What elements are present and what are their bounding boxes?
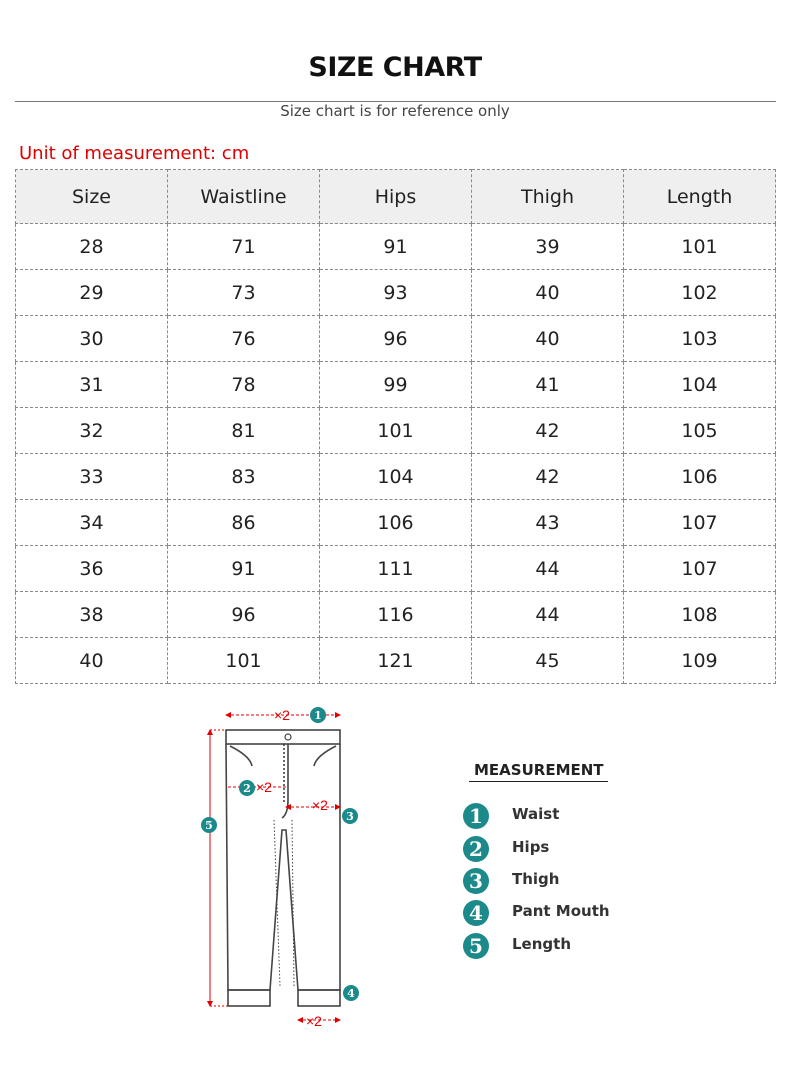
cell-length: 107	[624, 546, 776, 592]
cell-waistline: 96	[168, 592, 320, 638]
pants-diagram	[190, 690, 370, 1060]
cell-thigh: 45	[472, 638, 624, 684]
cell-length: 107	[624, 500, 776, 546]
legend-label: Thigh	[512, 870, 560, 888]
multiplier-label: ×2	[306, 1013, 322, 1029]
marker-label: 4	[347, 987, 355, 1000]
cell-waistline: 76	[168, 316, 320, 362]
cell-thigh: 44	[472, 546, 624, 592]
cell-size: 36	[16, 546, 168, 592]
cell-length: 108	[624, 592, 776, 638]
table-row	[16, 270, 776, 316]
subtitle: Size chart is for reference only	[280, 102, 510, 120]
cell-hips: 111	[320, 546, 472, 592]
cell-waistline: 71	[168, 224, 320, 270]
legend-number: 4	[463, 900, 489, 926]
cell-hips: 116	[320, 592, 472, 638]
cell-hips: 99	[320, 362, 472, 408]
cell-thigh: 40	[472, 316, 624, 362]
cell-waistline: 91	[168, 546, 320, 592]
legend-title: MEASUREMENT	[469, 761, 608, 782]
cell-length: 101	[624, 224, 776, 270]
cell-hips: 96	[320, 316, 472, 362]
legend-label: Waist	[512, 805, 560, 823]
legend-label: Hips	[512, 838, 550, 856]
measurement-lines	[210, 715, 340, 1020]
table-row	[16, 638, 776, 684]
table-row	[16, 316, 776, 362]
cell-length: 102	[624, 270, 776, 316]
column-header-size: Size	[16, 170, 168, 224]
table-row	[16, 454, 776, 500]
cell-length: 105	[624, 408, 776, 454]
table-row	[16, 546, 776, 592]
table-header-row	[16, 170, 776, 224]
column-header-thigh: Thigh	[472, 170, 624, 224]
cell-size: 29	[16, 270, 168, 316]
cell-waistline: 101	[168, 638, 320, 684]
marker-label: 1	[314, 709, 322, 722]
cell-hips: 121	[320, 638, 472, 684]
cell-size: 31	[16, 362, 168, 408]
cell-size: 34	[16, 500, 168, 546]
cell-hips: 93	[320, 270, 472, 316]
column-header-length: Length	[624, 170, 776, 224]
cell-hips: 91	[320, 224, 472, 270]
cell-thigh: 39	[472, 224, 624, 270]
cell-hips: 101	[320, 408, 472, 454]
cell-thigh: 42	[472, 454, 624, 500]
marker-label: 5	[205, 819, 213, 832]
cell-waistline: 73	[168, 270, 320, 316]
marker-label: 3	[346, 810, 354, 823]
unit-note: Unit of measurement: cm	[19, 143, 250, 164]
cell-size: 33	[16, 454, 168, 500]
marker-label: 2	[243, 782, 251, 795]
multiplier-label: ×2	[274, 707, 290, 723]
table-row	[16, 362, 776, 408]
cell-size: 28	[16, 224, 168, 270]
multiplier-label: ×2	[312, 797, 328, 813]
cell-thigh: 44	[472, 592, 624, 638]
cell-hips: 104	[320, 454, 472, 500]
cell-length: 109	[624, 638, 776, 684]
cell-size: 40	[16, 638, 168, 684]
table-row	[16, 592, 776, 638]
cell-waistline: 78	[168, 362, 320, 408]
cell-waistline: 86	[168, 500, 320, 546]
cell-waistline: 83	[168, 454, 320, 500]
legend-number: 5	[463, 933, 489, 959]
cell-length: 104	[624, 362, 776, 408]
legend-number: 3	[463, 868, 489, 894]
table-row	[16, 500, 776, 546]
legend-label: Pant Mouth	[512, 902, 610, 920]
cell-thigh: 42	[472, 408, 624, 454]
size-table	[15, 169, 776, 684]
page-title: SIZE CHART	[308, 52, 482, 83]
column-header-waistline: Waistline	[168, 170, 320, 224]
legend-number: 2	[463, 836, 489, 862]
cell-thigh: 41	[472, 362, 624, 408]
legend-number: 1	[463, 803, 489, 829]
cell-length: 103	[624, 316, 776, 362]
multiplier-label: ×2	[256, 779, 272, 795]
table-row	[16, 408, 776, 454]
table-row	[16, 224, 776, 270]
cell-length: 106	[624, 454, 776, 500]
cell-size: 30	[16, 316, 168, 362]
cell-thigh: 40	[472, 270, 624, 316]
pants-outline	[226, 730, 340, 1006]
column-header-hips: Hips	[320, 170, 472, 224]
cell-hips: 106	[320, 500, 472, 546]
legend-label: Length	[512, 935, 571, 953]
cell-size: 32	[16, 408, 168, 454]
cell-waistline: 81	[168, 408, 320, 454]
cell-size: 38	[16, 592, 168, 638]
cell-thigh: 43	[472, 500, 624, 546]
